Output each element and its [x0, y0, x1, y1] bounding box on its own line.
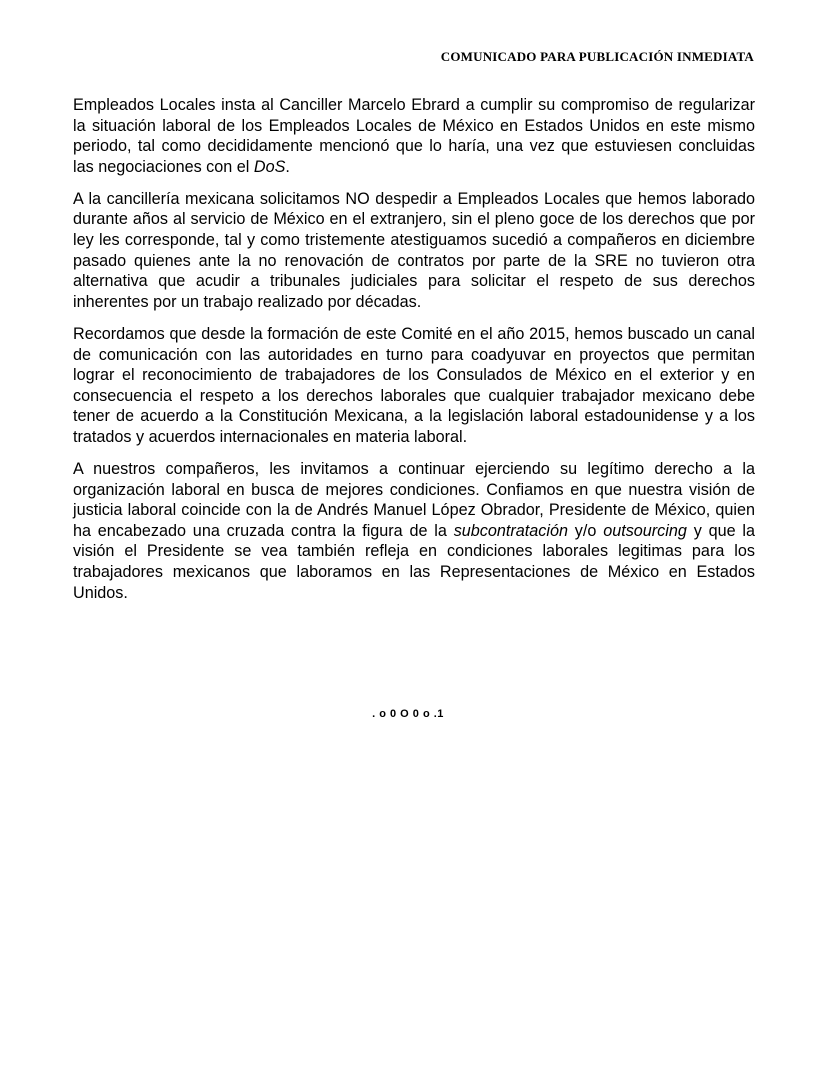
paragraph-1-italic-dos: DoS	[253, 157, 286, 176]
paragraph-4-text-3: y que la visión el Presidente se vea también refleja en condiciones laborales legitimas para los trabajadores mexicanos que laboramos en las Representaciones de México en Estados Unidos.	[73, 521, 755, 602]
paragraph-2	[73, 189, 755, 313]
paragraph-1-end: .	[285, 157, 290, 176]
document-body	[73, 95, 755, 615]
paragraph-2-text: A la cancillería mexicana solicitamos NO despedir a Empleados Locales que hemos laborado durante años al servicio de México en el extranjero, sin el pleno goce de los derechos que por ley les corresponde, tal y como tristemente atestiguamos sucedió a compañeros en diciembre pasado quienes ante la no renovación de contratos por parte de la SRE no tuvieron otra alternativa que acudir a tribunales judiciales para solicitar el respeto de sus derechos inherentes por un trabajo realizado por décadas.	[73, 189, 755, 311]
paragraph-1	[73, 95, 755, 177]
paragraph-4-text-2: y/o	[567, 521, 604, 540]
paragraph-4-italic-subcontratacion: subcontratación	[453, 521, 568, 540]
paragraph-3-text: Recordamos que desde la formación de este Comité en el año 2015, hemos buscado un canal de comunicación con las autoridades en turno para coadyuvar en proyectos que permitan lograr el reconocimiento de trabajadores de los Consulados de México en el exterior y en consecuencia el respeto a los derechos laborales que cualquier trabajador mexicano debe tener de acuerdo a la Constitución Mexicana, a la legislación laboral estadounidense y a los tratados y acuerdos internacionales en materia laboral.	[73, 324, 755, 446]
paragraph-4-italic-outsourcing: outsourcing	[603, 521, 687, 540]
paragraph-3	[73, 324, 755, 448]
press-release-header: COMUNICADO PARA PUBLICACIÓN INMEDIATA	[440, 49, 754, 64]
paragraph-4	[73, 459, 755, 603]
paragraph-1-text: Empleados Locales insta al Canciller Marcelo Ebrard a cumplir su compromiso de regularizar la situación laboral de los Empleados Locales de México en Estados Unidos en este mismo periodo, tal como decididamente mencionó que lo haría, una vez que estuviesen concluidas las negociaciones con el	[73, 96, 755, 176]
closing-mark: . o 0 O 0 o .1	[372, 708, 444, 720]
paragraph-4-text: A nuestros compañeros, les invitamos a continuar ejerciendo su legítimo derecho a la organización laboral en busca de mejores condiciones. Confiamos en que nuestra visión de justicia laboral coincide con la de Andrés Manuel López Obrador, Presidente de México, quien ha encabezado una cruzada contra la figura de la	[73, 460, 755, 540]
